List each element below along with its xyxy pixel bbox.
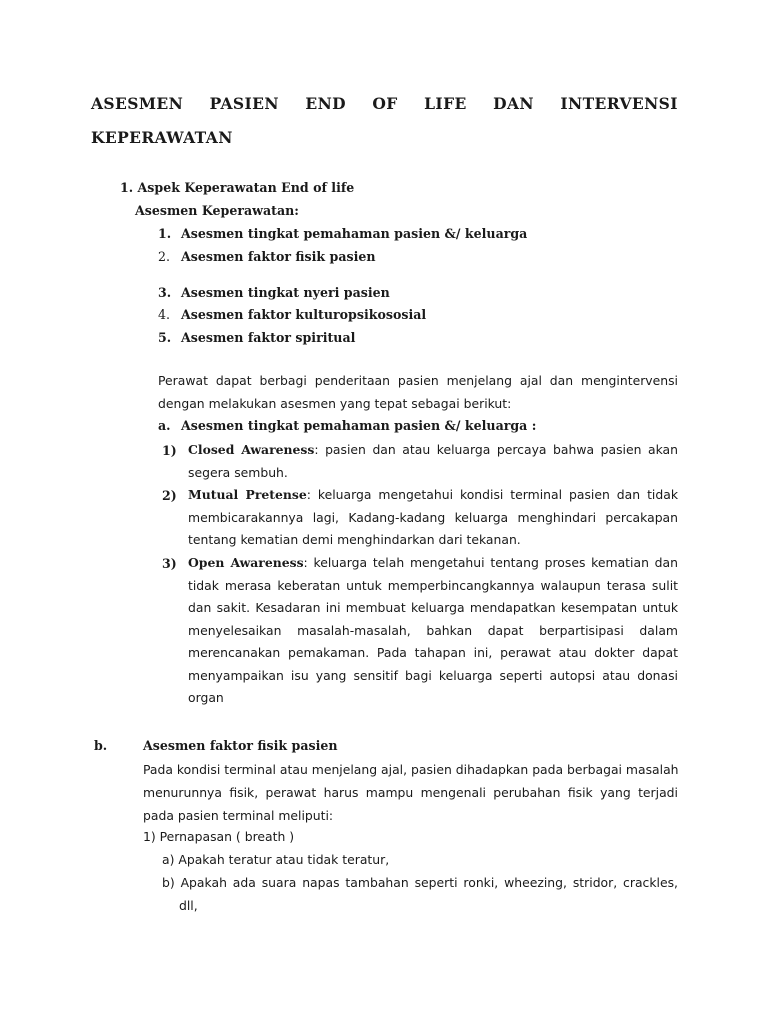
section-b-paragraph (143, 758, 678, 827)
list-number: 1. (158, 226, 172, 241)
title-word: DAN (493, 94, 534, 113)
awareness-item (188, 552, 678, 710)
awareness-text: tidak merasa keberatan untuk memperbincangkannya walaupun terasa sulit (188, 577, 678, 593)
title-word: ASESMEN (91, 94, 184, 113)
title-word: LIFE (424, 94, 467, 113)
awareness-number: 1) (162, 443, 177, 458)
awareness-text: organ (188, 690, 224, 705)
paragraph-line: Pada kondisi terminal atau menjelang ajal, pasien dihadapkan pada berbagai masalah (143, 762, 679, 777)
awareness-number: 2) (162, 488, 177, 503)
physical-question: b) Apakah ada suara napas tambahan seperti ronki, wheezing, stridor, crackles, (162, 875, 678, 890)
awareness-text: : pasien dan atau keluarga percaya bahwa pasien akan (314, 442, 679, 457)
awareness-text: merencanakan pemakaman. Pada tahapan ini, perawat atau dokter dapat (188, 645, 678, 660)
list-number: 4. (158, 307, 171, 322)
section-heading: 1. Aspek Keperawatan End of life (120, 180, 355, 195)
awareness-item (188, 484, 678, 552)
list-number: 3. (158, 285, 172, 300)
list-item: Asesmen tingkat nyeri pasien (181, 285, 390, 300)
paragraph-line: pada pasien terminal meliputi: (143, 808, 334, 823)
subsection-title: Asesmen tingkat pemahaman pasien &/ keluarga : (181, 418, 537, 433)
awareness-text: menyelesaikan masalah-masalah, bahkan dapat berpartisipasi dalam (188, 622, 678, 638)
document-title-line-1 (91, 94, 678, 113)
list-item: Asesmen faktor fisik pasien (181, 249, 376, 264)
paragraph-line: Perawat dapat berbagi penderitaan pasien menjelang ajal dan mengintervensi (158, 373, 678, 388)
subsection-heading: Asesmen Keperawatan: (135, 203, 299, 218)
section-letter: b. (94, 738, 108, 753)
subsection-letter: a. (158, 418, 171, 433)
awareness-term: Mutual Pretense (188, 487, 307, 502)
awareness-term: Closed Awareness (188, 442, 315, 457)
list-number: 2. (158, 249, 171, 264)
paragraph-line: dengan melakukan asesmen yang tepat sebagai berikut: (158, 395, 512, 411)
document-title-line-2: KEPERAWATAN (91, 128, 233, 147)
awareness-item (188, 439, 678, 484)
awareness-text: : keluarga telah mengetahui tentang proses kematian dan (303, 555, 678, 570)
physical-question: dll, (179, 898, 198, 913)
physical-question-block (162, 871, 678, 917)
section-title: Asesmen faktor fisik pasien (143, 738, 338, 753)
awareness-text: menyampaikan isu yang sensitif bagi keluarga seperti autopsi atau donasi (188, 667, 678, 683)
awareness-number: 3) (162, 556, 177, 571)
physical-subitem: 1) Pernapasan ( breath ) (143, 829, 295, 844)
list-number: 5. (158, 330, 172, 345)
awareness-term: Open Awareness (188, 555, 304, 570)
awareness-text: : keluarga mengetahui kondisi terminal pasien dan tidak (306, 487, 678, 502)
awareness-text: dan sakit. Kesadaran ini membuat keluarga mendapatkan kesempatan untuk (188, 600, 678, 615)
title-word: END (305, 94, 346, 113)
physical-question: a) Apakah teratur atau tidak teratur, (162, 852, 390, 867)
paragraph-line: menurunnya fisik, perawat harus mampu mengenali perubahan fisik yang terjadi (143, 785, 678, 800)
title-word: INTERVENSI (560, 94, 678, 113)
awareness-text: membicarakannya lagi, Kadang-kadang keluarga menghindari percakapan (188, 509, 678, 525)
list-item: Asesmen tingkat pemahaman pasien &/ keluarga (181, 226, 528, 241)
title-word: OF (372, 94, 398, 113)
list-item: Asesmen faktor kulturopsikososial (181, 307, 427, 322)
awareness-text: tentang kematian demi menghindarkan dari tekanan. (188, 532, 521, 547)
intro-paragraph (158, 370, 678, 415)
awareness-text: segera sembuh. (188, 464, 288, 480)
title-word: PASIEN (209, 94, 279, 113)
list-item: Asesmen faktor spiritual (181, 330, 356, 345)
